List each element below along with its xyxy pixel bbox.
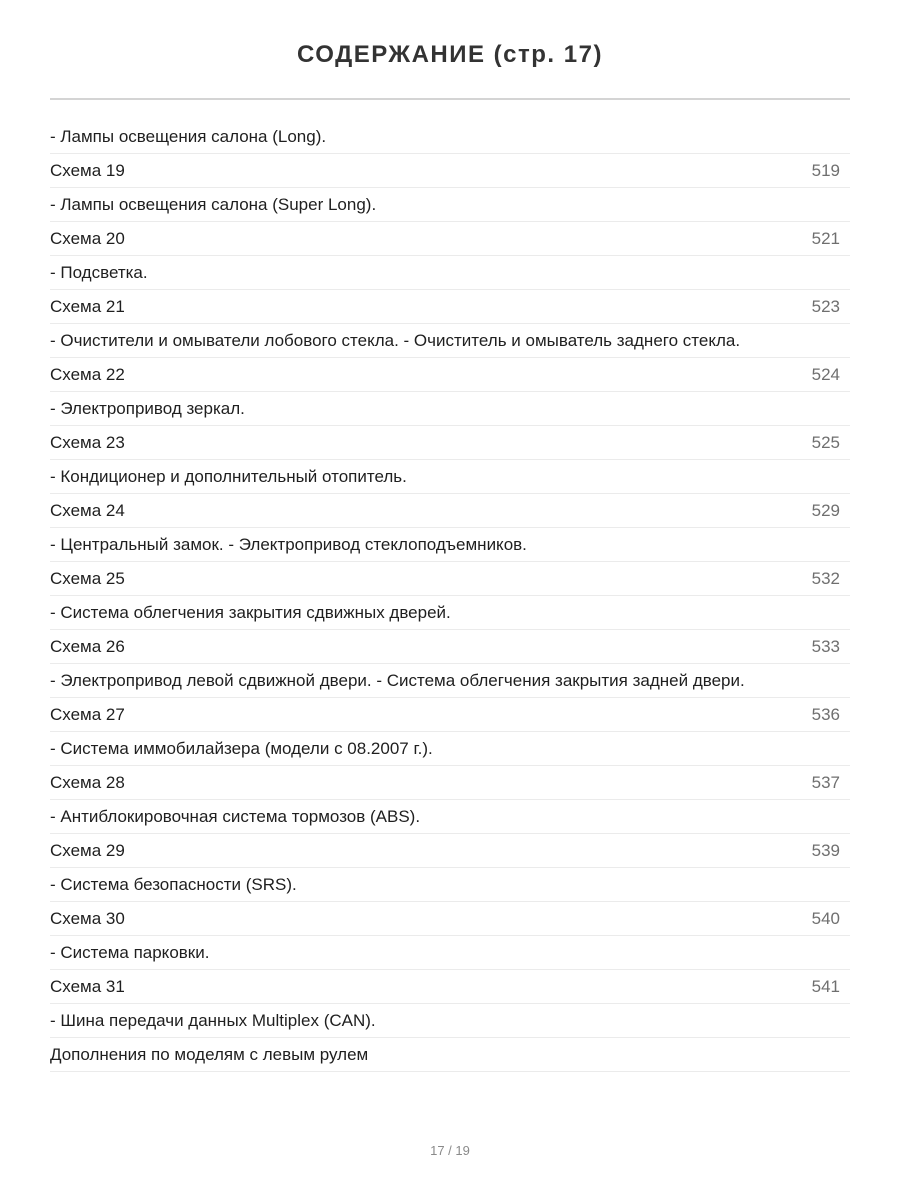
- toc-row: [50, 732, 850, 766]
- toc-entry-description: - Система иммобилайзера (модели с 08.2007 г.).: [50, 738, 433, 758]
- toc-row[interactable]: [50, 970, 850, 1004]
- toc-row[interactable]: [50, 630, 850, 664]
- toc-entry-title[interactable]: Схема 21: [50, 296, 125, 316]
- toc-entry-description: - Система парковки.: [50, 942, 210, 962]
- page-title: СОДЕРЖАНИЕ (стр. 17): [297, 41, 603, 68]
- toc-page-number[interactable]: 529: [811, 500, 840, 520]
- toc-row: [50, 936, 850, 970]
- toc-entry-title[interactable]: Схема 31: [50, 976, 125, 996]
- toc-row: [50, 528, 850, 562]
- toc-entry-description: - Система облегчения закрытия сдвижных дверей.: [50, 602, 451, 622]
- toc-entry-description: Дополнения по моделям с левым рулем: [50, 1044, 369, 1064]
- toc-entry-title[interactable]: Схема 29: [50, 840, 125, 860]
- toc-entry-description: - Система безопасности (SRS).: [50, 874, 297, 894]
- toc-entry-title[interactable]: Схема 30: [50, 908, 125, 928]
- toc-row: [50, 392, 850, 426]
- toc-entry-title[interactable]: Схема 24: [50, 500, 125, 520]
- toc-page-number[interactable]: 537: [811, 772, 840, 792]
- toc-entry-title[interactable]: Схема 20: [50, 228, 125, 248]
- toc-page-number[interactable]: 541: [811, 976, 840, 996]
- toc-row: [50, 868, 850, 902]
- toc-page-number[interactable]: 523: [811, 296, 840, 316]
- toc-row[interactable]: [50, 222, 850, 256]
- toc-page-number[interactable]: 539: [811, 840, 840, 860]
- toc-entry-title[interactable]: Схема 25: [50, 568, 125, 588]
- toc-list: [50, 120, 850, 1072]
- toc-page-number[interactable]: 540: [811, 908, 840, 928]
- toc-row: [50, 460, 850, 494]
- toc-page-number[interactable]: 536: [811, 704, 840, 724]
- toc-entry-description: - Кондиционер и дополнительный отопитель.: [50, 466, 407, 486]
- toc-row[interactable]: [50, 834, 850, 868]
- toc-row[interactable]: [50, 766, 850, 800]
- toc-page-number[interactable]: 525: [811, 432, 840, 452]
- toc-page-number[interactable]: 519: [811, 160, 840, 180]
- toc-row[interactable]: [50, 562, 850, 596]
- toc-entry-description: - Электропривод левой сдвижной двери. - Система облегчения закрытия задней двери.: [50, 670, 745, 690]
- toc-entry-description: - Подсветка.: [50, 262, 148, 282]
- toc-entry-title[interactable]: Схема 19: [50, 160, 125, 180]
- toc-row: [50, 1004, 850, 1038]
- toc-entry-description: - Лампы освещения салона (Long).: [50, 126, 327, 146]
- toc-row: [50, 188, 850, 222]
- toc-page-number[interactable]: 524: [811, 364, 840, 384]
- toc-entry-description: - Лампы освещения салона (Super Long).: [50, 194, 377, 214]
- toc-row[interactable]: [50, 902, 850, 936]
- toc-entry-title[interactable]: Схема 27: [50, 704, 125, 724]
- page-indicator: 17 / 19: [430, 1143, 470, 1158]
- toc-page-number[interactable]: 532: [811, 568, 840, 588]
- toc-row[interactable]: [50, 290, 850, 324]
- toc-row: [50, 1038, 850, 1072]
- toc-row: [50, 324, 850, 358]
- toc-row[interactable]: [50, 426, 850, 460]
- toc-entry-description: - Центральный замок. - Электропривод стеклоподъемников.: [50, 534, 527, 554]
- toc-page-number[interactable]: 533: [811, 636, 840, 656]
- toc-entry-description: - Шина передачи данных Multiplex (CAN).: [50, 1010, 376, 1030]
- toc-row: [50, 664, 850, 698]
- toc-row: [50, 800, 850, 834]
- toc-entry-title[interactable]: Схема 26: [50, 636, 125, 656]
- toc-entry-description: - Электропривод зеркал.: [50, 398, 245, 418]
- toc-row[interactable]: [50, 154, 850, 188]
- toc-entry-title[interactable]: Схема 23: [50, 432, 125, 452]
- toc-row: [50, 120, 850, 154]
- toc-entry-description: - Очистители и омыватели лобового стекла. - Очиститель и омыватель заднего стекла.: [50, 330, 741, 350]
- toc-row[interactable]: [50, 698, 850, 732]
- toc-entry-title[interactable]: Схема 28: [50, 772, 125, 792]
- toc-row[interactable]: [50, 358, 850, 392]
- toc-entry-description: - Антиблокировочная система тормозов (ABS).: [50, 806, 421, 826]
- toc-row: [50, 596, 850, 630]
- toc-entry-title[interactable]: Схема 22: [50, 364, 125, 384]
- toc-row: [50, 256, 850, 290]
- toc-page-number[interactable]: 521: [811, 228, 840, 248]
- title-divider: [50, 98, 850, 100]
- toc-row[interactable]: [50, 494, 850, 528]
